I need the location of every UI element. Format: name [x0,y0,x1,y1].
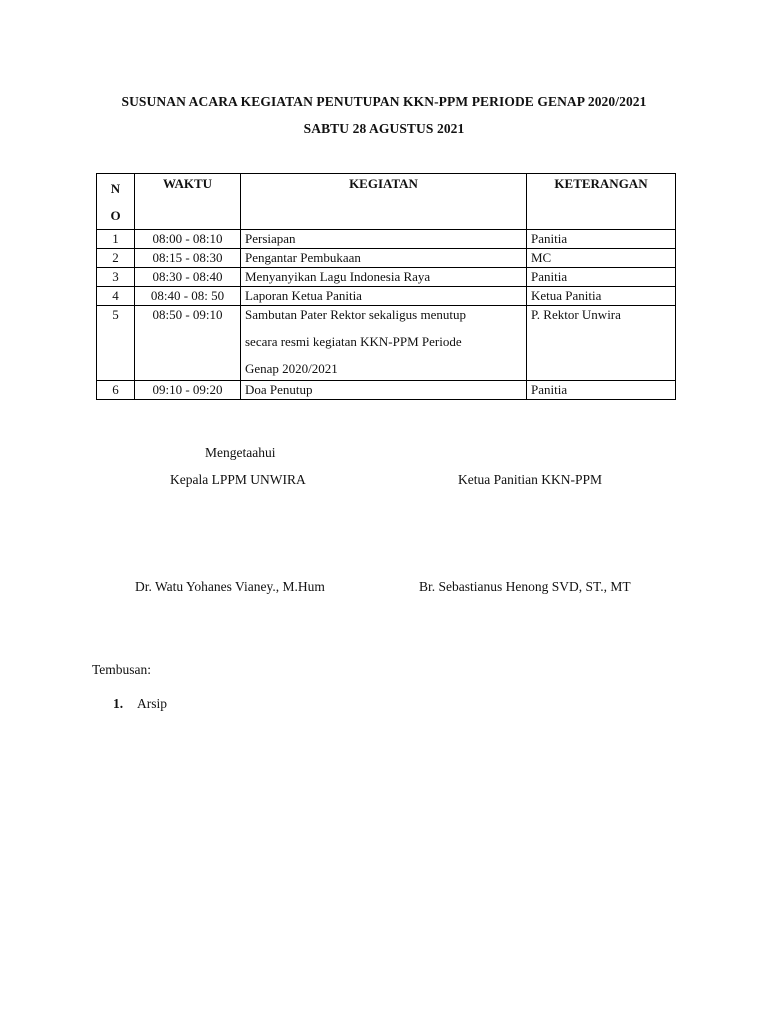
list-item-number: 1. [113,696,124,711]
header-keterangan: KETERANGAN [527,174,676,230]
row-kegiatan: Menyanyikan Lagu Indonesia Raya [241,268,527,287]
acknowledgement-label: Mengetaahui [205,445,276,460]
row-kegiatan [241,306,527,381]
list-item-text: Arsip [137,696,167,711]
tembusan-list [113,696,167,712]
header-no-line2: O [110,208,121,223]
row-no: 4 [97,287,135,306]
row-no: 2 [97,249,135,268]
document-title: SUSUNAN ACARA KEGIATAN PENUTUPAN KKN-PPM PERIODE GENAP 2020/2021 [121,94,647,109]
row-no: 6 [97,381,135,400]
row-waktu: 08:30 - 08:40 [135,268,241,287]
row-waktu: 09:10 - 09:20 [135,381,241,400]
kegiatan-line: secara resmi kegiatan KKN-PPM Periode [245,334,462,349]
table-row [97,306,676,381]
document-date: SABTU 28 AGUSTUS 2021 [303,121,465,136]
row-no: 3 [97,268,135,287]
kegiatan-line: Genap 2020/2021 [245,361,338,376]
row-kegiatan: Pengantar Pembukaan [241,249,527,268]
table-row [97,287,676,306]
list-item [113,696,167,712]
row-kegiatan: Doa Penutup [241,381,527,400]
row-no: 5 [97,306,135,381]
right-signatory-role: Ketua Panitian KKN-PPM [458,472,602,487]
row-keterangan: Panitia [527,381,676,400]
row-waktu: 08:15 - 08:30 [135,249,241,268]
row-waktu: 08:40 - 08: 50 [135,287,241,306]
row-waktu: 08:50 - 09:10 [135,306,241,381]
header-waktu: WAKTU [135,174,241,230]
agenda-table [96,173,676,400]
row-keterangan: Ketua Panitia [527,287,676,306]
table-row [97,249,676,268]
row-keterangan: MC [527,249,676,268]
table-row [97,381,676,400]
left-signatory-role: Kepala LPPM UNWIRA [170,472,306,487]
tembusan-label: Tembusan: [92,662,152,677]
row-no: 1 [97,230,135,249]
right-signatory-name: Br. Sebastianus Henong SVD, ST., MT [419,579,631,594]
header-kegiatan: KEGIATAN [241,174,527,230]
row-keterangan: Panitia [527,268,676,287]
row-keterangan: Panitia [527,230,676,249]
row-keterangan: P. Rektor Unwira [527,306,676,381]
header-no-line1: N [110,181,121,196]
row-waktu: 08:00 - 08:10 [135,230,241,249]
header-no [97,174,135,230]
table-header-row [97,174,676,230]
table-row [97,268,676,287]
table-row [97,230,676,249]
row-kegiatan: Laporan Ketua Panitia [241,287,527,306]
row-kegiatan: Persiapan [241,230,527,249]
left-signatory-name: Dr. Watu Yohanes Vianey., M.Hum [135,579,325,594]
kegiatan-line: Sambutan Pater Rektor sekaligus menutup [245,307,466,322]
